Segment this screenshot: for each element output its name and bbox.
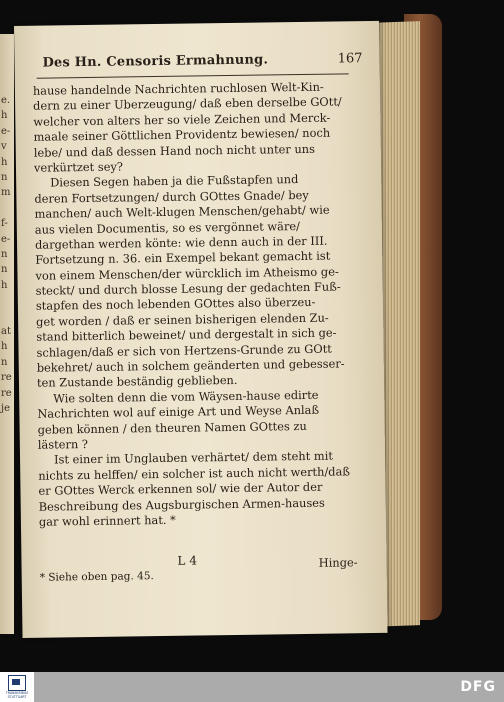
left-page-fragment: h xyxy=(1,156,8,168)
left-page-fragment: at xyxy=(1,326,11,337)
left-page-fragment: re xyxy=(1,387,12,399)
text-line: Nachrichten wol auf einige Art und Weyse Anlaß xyxy=(37,402,320,421)
text-line: get worden / daß er seinen bisherigen elenden Zu- xyxy=(36,310,329,329)
left-page-fragment: h xyxy=(1,341,8,353)
catchword: Hinge- xyxy=(318,555,358,570)
text-line: dargethan werden könte: wie denn auch in der III. xyxy=(34,233,328,252)
text-line: verkürtzet sey? xyxy=(33,159,124,175)
text-line: welcher von alters her so viele Zeichen und Merck- xyxy=(33,110,331,129)
text-line: maale seiner Göttlichen Providentz bewiesen/ noch xyxy=(33,125,331,144)
text-line: hause handelnde Nachrichten ruchlosen Welt-Kin- xyxy=(32,79,324,98)
footer-bar xyxy=(0,672,504,702)
left-page-fragment: h xyxy=(1,110,8,122)
text-line: dern zu einer Uberzeugung/ daß eben derselbe GOtt/ xyxy=(33,94,342,114)
page-header xyxy=(42,49,362,75)
page-number: 167 xyxy=(337,51,363,67)
text-line: Wie solten denn die vom Wäysen-hause edirte xyxy=(53,387,319,406)
left-page-fragment: e- xyxy=(1,233,11,245)
text-line: von einem Menschen/der würcklich im Atheismo ge- xyxy=(35,264,339,283)
page-footer xyxy=(39,551,358,595)
text-line: er GOttes Werck erkennen sol/ wie der Autor der xyxy=(38,479,323,498)
text-line: Diesen Segen haben ja die Fußstapfen und xyxy=(50,172,299,190)
text-line: gar wohl erinnert hat. * xyxy=(38,512,176,529)
left-page-fragment: n xyxy=(1,172,8,183)
left-page-fragment: e. xyxy=(1,95,11,106)
text-line: Beschreibung des Augsburgischen Armen-hauses xyxy=(38,495,325,514)
library-logo xyxy=(0,672,34,702)
signature-mark: L 4 xyxy=(177,553,198,568)
text-line: lästern ? xyxy=(37,436,89,452)
library-logo-text: TRANSKRIBUS STUTTGART xyxy=(5,690,29,699)
text-line: nichts zu helffen/ ein solcher ist auch nicht werth/daß xyxy=(38,464,351,483)
text-line: deren Fortsetzungen/ durch GOttes Gnade/ bey xyxy=(34,187,309,206)
left-page-fragment: re xyxy=(1,372,12,384)
text-line: steckt/ und durch blosse Lesung der gedachten Fuß- xyxy=(35,279,341,298)
library-logo-icon xyxy=(8,675,26,691)
text-line: Ist einer im Unglauben verhärtet/ dem steht mit xyxy=(53,448,333,467)
text-block xyxy=(33,79,357,530)
left-page-fragment: e- xyxy=(1,125,11,137)
dfg-logo: DFG xyxy=(460,679,496,695)
text-line: Fortsetzung n. 36. ein Exempel bekant gemacht ist xyxy=(35,248,331,268)
left-page-edge xyxy=(0,34,14,634)
text-line: schlagen/daß er sich von Hertzens-Grunde zu GOtt xyxy=(36,341,332,360)
left-page-fragment: n xyxy=(1,264,8,276)
text-line: aus vielen Documentis, so es vergönnet wäre/ xyxy=(34,218,301,237)
left-page-fragment: h xyxy=(1,279,8,291)
left-page-fragment: m xyxy=(1,187,11,199)
running-head: Des Hn. Censoris Ermahnung. xyxy=(42,52,269,71)
text-line: geben können / den theuren Namen GOttes zu xyxy=(37,418,307,437)
left-page-fragment: v xyxy=(1,141,7,153)
text-line: ten Zustande beständig geblieben. xyxy=(36,373,238,391)
left-page-fragment: f- xyxy=(1,218,8,230)
text-line: stand bitterlich beweinet/ und dergestalt in sich ge- xyxy=(36,325,337,344)
book-page xyxy=(14,21,388,638)
text-line: stapfen des noch lebenden GOttes also überzeu- xyxy=(35,295,316,314)
footnote: * Siehe oben pag. 45. xyxy=(39,570,154,584)
text-line: bekehret/ auch in solchem geänderten und gebesser- xyxy=(36,356,345,375)
text-line: lebe/ und daß dessen Hand noch nicht unter uns xyxy=(33,141,316,160)
left-page-fragment: n xyxy=(1,356,8,368)
left-page-fragment: n xyxy=(1,249,8,260)
text-line: manchen/ auch Welt-klugen Menschen/gehabt/ wie xyxy=(34,202,330,221)
left-page-fragment: je xyxy=(1,403,11,414)
